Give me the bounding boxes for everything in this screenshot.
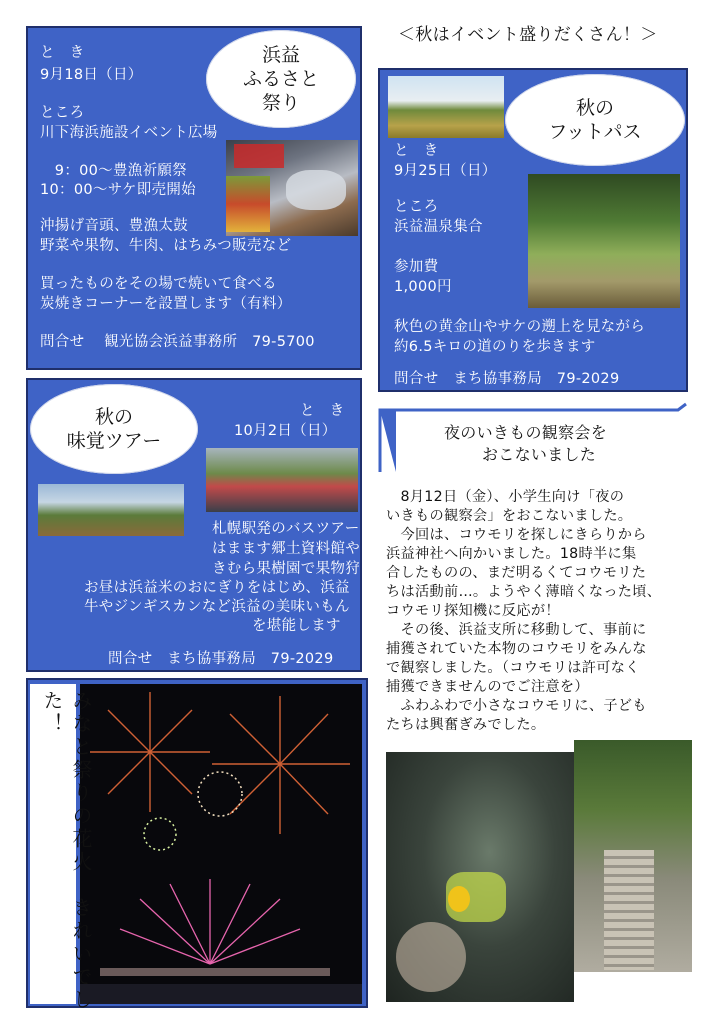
body-line-13: たちは興奮ぎみでした。 bbox=[386, 717, 546, 733]
bat-observation-photo bbox=[386, 752, 574, 1002]
observation-callout bbox=[378, 402, 688, 472]
body-line-6: ちは活動前…。ようやく薄暗くなった頃、 bbox=[386, 584, 662, 600]
activities-line-1: 沖揚げ音頭、豊漁太鼓 bbox=[40, 218, 188, 234]
title-line-2: 味覚ツアー bbox=[66, 430, 162, 452]
group-field-photo bbox=[388, 76, 504, 138]
body-line-4: 浜益神社へ向かいました。18時半に集 bbox=[386, 546, 637, 562]
furusato-title-bubble bbox=[206, 30, 356, 128]
schedule-line-1: 9：00～豊漁祈願祭 bbox=[40, 163, 187, 179]
description-line-4: お昼は浜益米のおにぎりをはじめ、浜益 bbox=[84, 580, 350, 596]
bbq-line-1: 買ったものをその場で焼いて食べる bbox=[40, 276, 277, 292]
description-line-1: 秋色の黄金山やサケの遡上を見ながら bbox=[394, 319, 646, 335]
title-line-3: 祭り bbox=[261, 92, 300, 114]
description-line-2: はまます郷土資料館や bbox=[212, 541, 360, 557]
title-line-1: 浜益 bbox=[261, 44, 300, 66]
body-line-1: 8月12日（金）、小学生向け「夜の bbox=[386, 489, 625, 505]
footpath-title-bubble bbox=[505, 74, 685, 166]
fee-label: 参加費 bbox=[394, 259, 439, 275]
body-line-5: 合したものの、まだ明るくてコウモリた bbox=[386, 565, 647, 581]
title-line-2: フットパス bbox=[548, 121, 642, 143]
title-line-1: 秋の bbox=[94, 406, 133, 428]
fireworks-caption: みなと祭りの花火 きれいでした！ bbox=[40, 690, 93, 1012]
event-place: 浜益温泉集合 bbox=[394, 219, 483, 235]
fruit-picking-photo bbox=[206, 448, 358, 512]
event-date: 9月25日（日） bbox=[394, 163, 497, 179]
tokoro-label: ところ bbox=[394, 199, 439, 215]
description-line-2: 約6.5キロの道のりを歩きます bbox=[394, 339, 596, 355]
contact: 問合せ 観光協会浜益事務所 79-5700 bbox=[40, 334, 315, 350]
page-heading: ＜秋はイベント盛りだくさん！＞ bbox=[398, 25, 658, 45]
event-date: 10月2日（日） bbox=[234, 423, 337, 439]
toki-label: と き bbox=[300, 403, 345, 419]
description-line-6: を堪能します bbox=[252, 618, 341, 634]
fireworks-drawing bbox=[80, 684, 362, 1004]
title-line-1: 秋の bbox=[575, 97, 614, 119]
harvest-group-photo bbox=[38, 484, 184, 536]
description-line-3: きむら果樹園で果物狩り bbox=[212, 561, 375, 577]
shrine-stairs-photo bbox=[574, 740, 692, 972]
description-line-5: 牛やジンギスカンなど浜益の美味いもん bbox=[84, 599, 350, 615]
body-line-9: 捕獲されていた本物のコウモリをみんな bbox=[386, 641, 647, 657]
title-line-2: ふるさと bbox=[242, 68, 319, 90]
fireworks-photo bbox=[80, 684, 362, 1004]
observation-article bbox=[386, 488, 696, 748]
body-line-2: いきもの観察会」をおこないました。 bbox=[386, 508, 633, 524]
description-line-1: 札幌駅発のバスツアー bbox=[212, 521, 360, 537]
body-line-3: 今回は、コウモリを探しにきらりから bbox=[386, 527, 647, 543]
toki-label: と き bbox=[394, 143, 439, 159]
forest-walk-photo bbox=[528, 174, 680, 308]
body-line-12: ふわふわで小さなコウモリに、子ども bbox=[386, 698, 647, 714]
activities-line-2: 野菜や果物、牛肉、はちみつ販売など bbox=[40, 238, 292, 254]
fee-value: 1,000円 bbox=[394, 279, 452, 295]
body-line-8: その後、浜益支所に移動して、事前に bbox=[386, 622, 647, 638]
body-line-7: コウモリ探知機に反応が！ bbox=[386, 603, 560, 619]
event-place: 川下海浜施設イベント広場 bbox=[40, 125, 218, 141]
schedule-line-2: 10：00～サケ即売開始 bbox=[40, 182, 196, 198]
tokoro-label: ところ bbox=[40, 105, 85, 121]
body-line-10: で観察しました。（コウモリは許可なく bbox=[386, 660, 640, 676]
body-line-11: 捕獲できませんのでご注意を） bbox=[386, 679, 589, 695]
toki-label: と き bbox=[40, 45, 85, 61]
contact: 問合せ まち協事務局 79-2029 bbox=[394, 371, 620, 387]
article-title-line-1: 夜のいきもの観察会を bbox=[444, 423, 608, 442]
contact: 問合せ まち協事務局 79-2029 bbox=[108, 651, 334, 667]
event-date: 9月18日（日） bbox=[40, 67, 143, 83]
bbq-line-2: 炭焼きコーナーを設置します（有料） bbox=[40, 296, 292, 312]
produce-photo bbox=[226, 176, 270, 232]
article-title-line-2: おこないました bbox=[482, 445, 597, 464]
taste-tour-title-bubble bbox=[30, 384, 198, 474]
